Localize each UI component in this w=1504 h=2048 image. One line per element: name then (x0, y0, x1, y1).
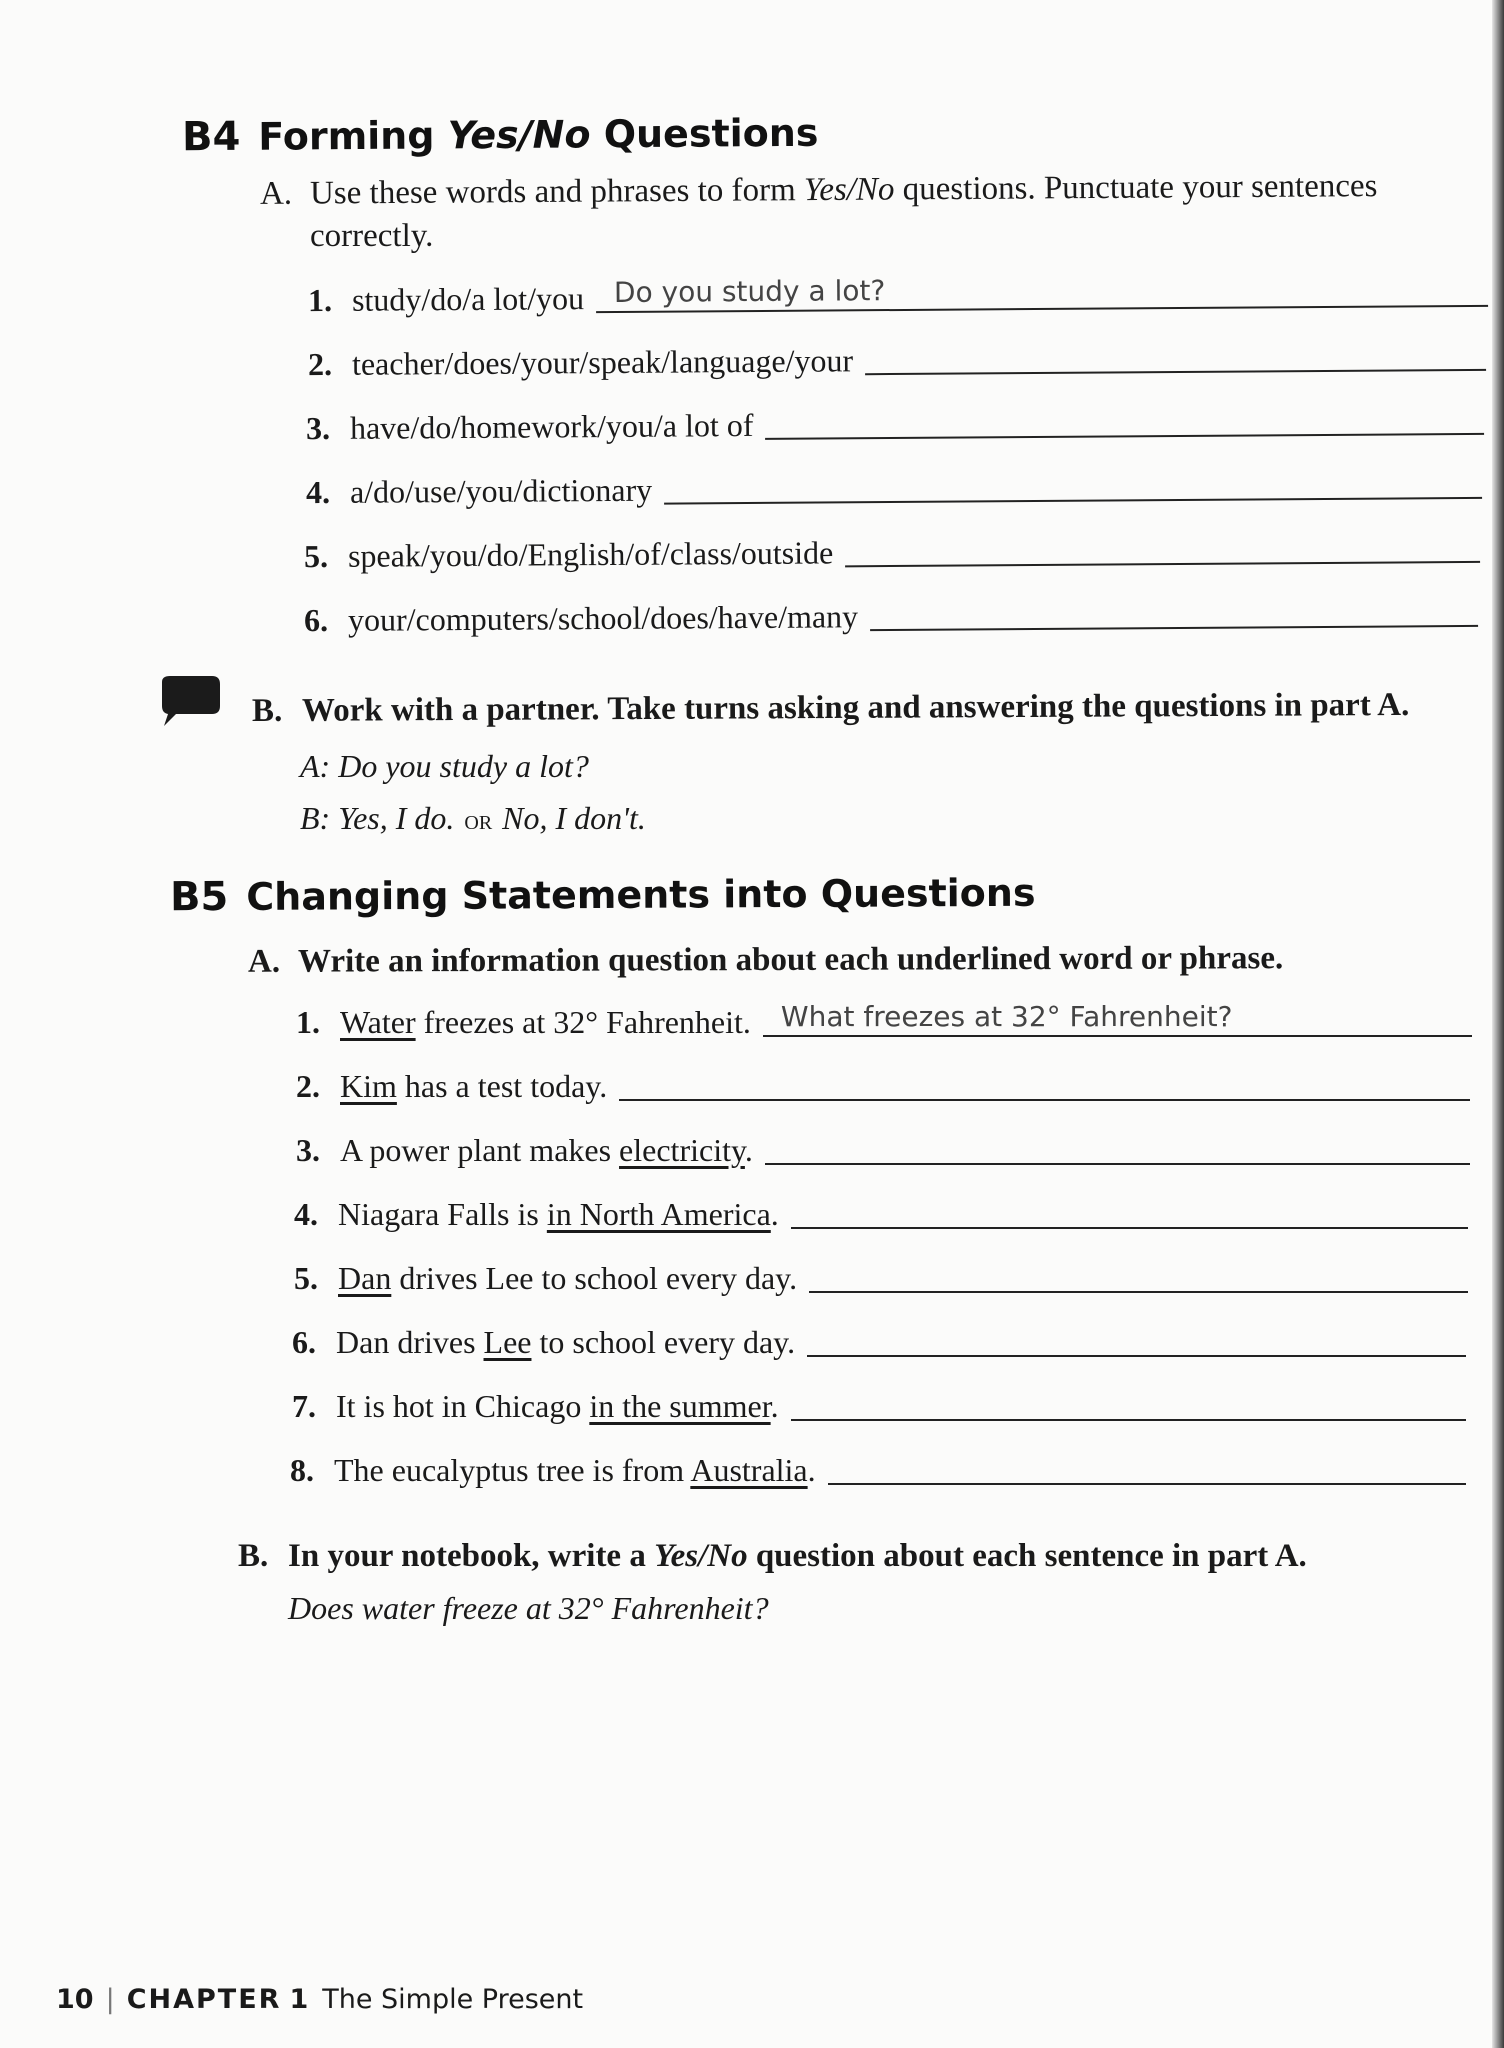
b4-partB-instruction (252, 687, 1409, 730)
b5-item-7-answer-line[interactable] (791, 1389, 1466, 1421)
b5-item-7: 7. It is hot in Chicago in the summer. (292, 1388, 1466, 1425)
speech-bubble-icon (154, 672, 226, 732)
b5-item-4-answer-line[interactable] (791, 1197, 1468, 1229)
b5-item-5: 5. Dan drives Lee to school every day. (294, 1260, 1468, 1297)
b4-partA-letter: A. (259, 175, 293, 212)
b5-item-1-answer-line[interactable] (763, 1000, 1472, 1037)
b5-item-7-prompt: It is hot in Chicago in the summer. (336, 1388, 779, 1424)
b4-item-6-answer-line[interactable] (870, 595, 1478, 631)
b4-number: B4 (181, 113, 241, 161)
b4-partA-instruction (260, 168, 1378, 213)
b5-item-6: 6. Dan drives Lee to school every day. (292, 1324, 1466, 1361)
b5-item-8-prompt: The eucalyptus tree is from Australia. (334, 1452, 816, 1488)
b5-item-2-answer-line[interactable] (619, 1069, 1470, 1101)
b4-item-1-answer-line[interactable] (596, 275, 1488, 313)
b4-partB-text: Work with a partner. Take turns asking and answering the questions in part A. (301, 686, 1410, 729)
b4-item-3: 3. have/do/homework/you/a lot of (306, 402, 1484, 447)
b5-partB-example: Does water freeze at 32° Fahrenheit? (288, 1590, 769, 1626)
b5-item-2-prompt: Kim has a test today. (340, 1068, 608, 1104)
b5-item-8: 8. The eucalyptus tree is from Australia. (290, 1452, 1466, 1489)
b4-dialog-a: A: Do you study a lot? (300, 748, 589, 784)
b4-item-5-answer-line[interactable] (845, 531, 1480, 567)
b5-item-4-prompt: Niagara Falls is in North America. (338, 1196, 779, 1232)
b4-partA-line1-prefix: Use these words and phrases to form (309, 172, 796, 212)
b4-partA-line1-italic: Yes/No (803, 171, 895, 209)
b5-item-3: 3. A power plant makes electricity. (296, 1132, 1470, 1169)
b4-item-6: 6. your/computers/school/does/have/many (304, 594, 1478, 639)
b5-item-1-answer: What freezes at 32° Fahrenheit? (780, 1000, 1233, 1033)
page-number: 10 (56, 1984, 94, 2015)
chapter-number: 1 (289, 1984, 309, 2015)
b5-item-4: 4. Niagara Falls is in North America. (294, 1196, 1468, 1233)
b5-partA-letter: A. (247, 943, 281, 980)
b5-item-5-answer-line[interactable] (809, 1261, 1468, 1293)
page-footer (56, 1984, 583, 2015)
b5-item-8-answer-line[interactable] (828, 1453, 1466, 1485)
b4-item-2-prompt: teacher/does/your/speak/language/your (351, 342, 854, 382)
b4-item-2: 2. teacher/does/your/speak/language/your (308, 338, 1486, 383)
b4-title-prefix: Forming (258, 113, 435, 159)
b5-number: B5 (169, 873, 229, 921)
b4-item-5: 5. speak/you/do/English/of/class/outside (304, 530, 1480, 575)
b4-dialog-b: B: Yes, I do. or No, I don't. (300, 800, 646, 836)
b5-partA-text: Write an information question about each underlined word or phrase. (297, 940, 1284, 980)
b5-item-6-answer-line[interactable] (807, 1325, 1466, 1357)
b4-title-italic: Yes/No (447, 112, 591, 158)
b4-item-1: 1. study/do/a lot/you Do you study a lot? (308, 274, 1488, 319)
b4-item-5-prompt: speak/you/do/English/of/class/outside (347, 534, 834, 574)
b5-item-5-prompt: Dan drives Lee to school every day. (338, 1260, 798, 1296)
b4-partA-instruction-line2: correctly. (310, 218, 434, 254)
b4-title-suffix: Questions (603, 110, 819, 157)
b4-item-3-answer-line[interactable] (765, 403, 1484, 440)
b4-item-3-prompt: have/do/homework/you/a lot of (349, 406, 754, 446)
b5-title: Changing Statements into Questions (246, 870, 1036, 919)
b5-item-1-prompt: Water freezes at 32° Fahrenheit. (340, 1004, 751, 1040)
page-edge-shadow (1492, 0, 1504, 2048)
b4-item-4-answer-line[interactable] (664, 467, 1482, 505)
b4-partB-letter: B. (251, 692, 283, 730)
b4-heading (182, 110, 819, 160)
b4-item-4: 4. a/do/use/you/dictionary (306, 466, 1482, 511)
b5-partB-instruction: B. In your notebook, write a Yes/No question about each sentence in part A. (238, 1538, 1307, 1574)
b4-item-1-prompt: study/do/a lot/you (351, 280, 585, 318)
chapter-title: The Simple Present (322, 1984, 584, 2015)
b5-item-2: 2. Kim has a test today. (296, 1068, 1470, 1105)
b4-item-1-answer: Do you study a lot? (613, 274, 886, 309)
b5-heading (170, 870, 1036, 921)
b4-item-2-answer-line[interactable] (865, 339, 1486, 375)
chapter-label: CHAPTER (126, 1984, 282, 2015)
b5-item-3-answer-line[interactable] (765, 1133, 1470, 1165)
b4-partA-line1-suffix: questions. Punctuate your sentences (902, 168, 1378, 208)
footer-separator: | (105, 1984, 115, 2015)
b5-item-6-prompt: Dan drives Lee to school every day. (336, 1324, 796, 1360)
b4-item-6-prompt: your/computers/school/does/have/many (347, 598, 859, 638)
b5-partB-letter: B. (238, 1538, 269, 1574)
b5-partA-instruction (248, 940, 1283, 981)
b5-item-3-prompt: A power plant makes electricity. (340, 1132, 753, 1168)
b5-item-1: 1. Water freezes at 32° Fahrenheit. What freezes at 32° Fahrenheit? (296, 1004, 1472, 1041)
b4-item-4-prompt: a/do/use/you/dictionary (349, 471, 653, 510)
